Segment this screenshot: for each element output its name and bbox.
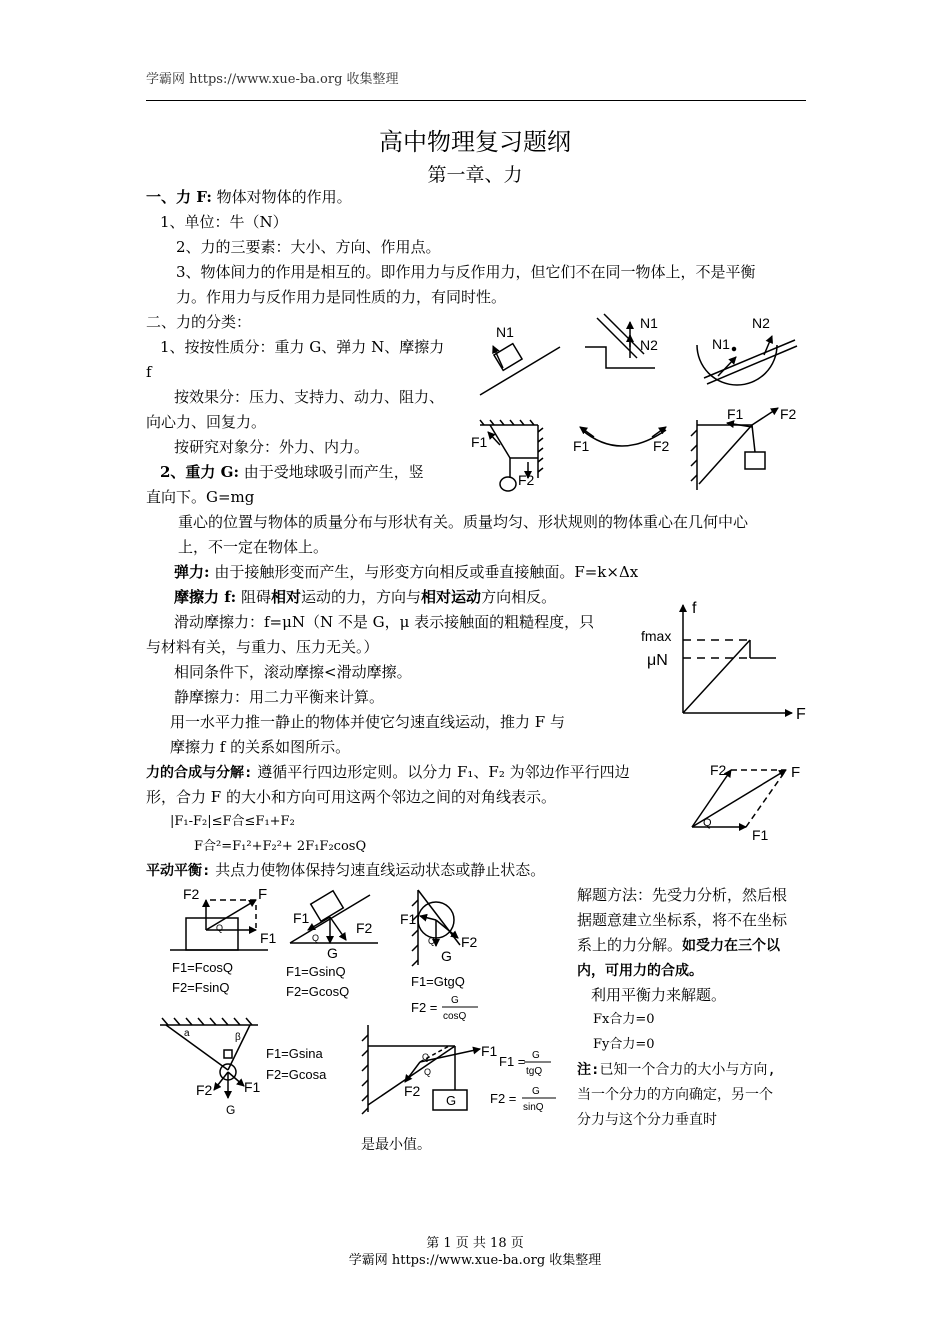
slide-2: 与材料有关，与重力、压力无关。） (146, 638, 379, 656)
fig-incline-block (480, 324, 560, 395)
eq-10: F2 = (490, 1091, 517, 1106)
fig12-b: β (235, 1032, 241, 1043)
friction-b2: 相对运动 (421, 588, 482, 606)
fig13-f2: F2 (404, 1083, 421, 1099)
fig12-f2: F2 (196, 1082, 213, 1098)
fig10-f2: F2 (356, 920, 373, 936)
composition-f1: |F₁-F₂|≤F合≤F₁+F₂ (170, 814, 295, 829)
friction-t2: 运动的力，方向与 (301, 588, 422, 606)
rolling: 相同条件下，滚动摩擦<滑动摩擦。 (174, 663, 412, 681)
fig8-F: F (791, 764, 801, 781)
push-2: 摩擦力 f 的关系如图所示。 (170, 738, 351, 756)
fig8-f2: F2 (710, 762, 727, 778)
fig-incline-components (290, 891, 378, 961)
composition-f2: F合²=F₁²+F₂²+ 2F₁F₂cosQ (194, 839, 367, 854)
fig13-q2: Q (424, 1067, 432, 1077)
page-title: 高中物理复习题纲 (379, 128, 571, 156)
chapter-title: 第一章、力 (427, 164, 523, 186)
method-5: 利用平衡力来解题。 (591, 986, 727, 1004)
method-3a: 系上的力分解。 (577, 936, 683, 954)
fig7-fmax: fmax (641, 628, 672, 644)
s2-gravity-2: 直向下。G=mg (146, 488, 255, 506)
fig-hanging-frame (471, 420, 543, 491)
fig8-f1: F1 (752, 827, 769, 843)
fig5-f1: F1 (573, 438, 590, 454)
s1-mutual-2: 力。作用力与反作用力是同性质的力，有同时性。 (176, 288, 507, 306)
note-text1: 已知一个合力的大小与方向, (599, 1062, 776, 1078)
fig13-g: G (446, 1093, 457, 1108)
fig12-f1: F1 (244, 1079, 261, 1095)
friction-t1: 阻碍 (241, 588, 272, 606)
equilibrium-label: 平动平衡: (146, 863, 211, 879)
fy-zero: Fy合力=0 (593, 1037, 655, 1052)
s2-c2b: 向心力、回复力。 (146, 413, 267, 431)
page-number: 第 1 页 共 18 页 (426, 1236, 524, 1251)
fig2-n2: N2 (640, 337, 658, 353)
eq-6d: cosQ (443, 1011, 467, 1022)
method-1: 解题方法：先受力分析，然后根 (577, 886, 788, 904)
eq-5: F1=GtgQ (411, 974, 465, 989)
friction-b1: 相对 (271, 588, 302, 606)
fig11-f2: F2 (461, 934, 478, 950)
fig3-n2: N2 (752, 315, 770, 331)
note-3: 分力与这个分力垂直时 (577, 1112, 717, 1128)
fig7-mun: μN (647, 652, 668, 669)
fig2-n1: N1 (640, 315, 658, 331)
static: 静摩擦力：用二力平衡来计算。 (174, 688, 385, 706)
fig13-f1: F1 (481, 1043, 498, 1059)
cog-2: 上，不一定在物体上。 (178, 538, 329, 556)
eq-9n: G (532, 1050, 540, 1061)
elastic-label: 弹力: (174, 563, 210, 581)
method-4b: 内，可用力的合成。 (577, 963, 703, 979)
fig-friction-graph (641, 600, 806, 723)
fig-ball-wall (400, 890, 478, 966)
fig13-q1: Q (422, 1052, 430, 1062)
s1-unit: 1、单位：牛（N） (160, 213, 288, 231)
cog-1: 重心的位置与物体的质量分布与形状有关。质量均匀、形状规则的物体重心在几何中心 (178, 513, 749, 531)
slide-1: 滑动摩擦力：f=μN（N 不是 G，μ 表示接触面的粗糙程度，只 (174, 613, 595, 631)
fig10-q: Q (312, 933, 320, 943)
fig4-f1: F1 (471, 434, 488, 450)
elastic-text: 由于接触形变而产生，与形变方向相反或垂直接触面。F=k×Δx (214, 563, 639, 581)
s1-text: 物体对物体的作用。 (216, 188, 352, 206)
fig11-g: G (441, 948, 452, 964)
note-4: 是最小值。 (361, 1137, 431, 1153)
method-2: 据题意建立坐标系，将不在坐标 (577, 911, 788, 929)
fig3-n1: N1 (712, 336, 730, 352)
fig9-f1: F1 (260, 930, 277, 946)
fig12-g: G (226, 1103, 236, 1117)
fig5-f2: F2 (653, 438, 670, 454)
s2-c2a: 按效果分：压力、支持力、动力、阻力、 (174, 388, 445, 406)
eq-3: F1=GsinQ (286, 964, 346, 979)
fig10-g: G (327, 945, 338, 961)
fig4-f2: F2 (518, 472, 535, 488)
fig-rope (573, 427, 670, 454)
fig-box-pulled (170, 886, 277, 950)
composition-text2: 形，合力 F 的大小和方向可用这两个邻边之间的对角线表示。 (146, 788, 556, 806)
push-1: 用一水平力推一静止的物体并使它匀速直线运动，推力 F 与 (170, 713, 565, 731)
fig7-f: f (692, 600, 697, 617)
eq-9: F1 = (499, 1054, 526, 1069)
equilibrium-text: 共点力使物体保持匀速直线运动状态或静止状态。 (215, 861, 546, 879)
fig11-f1: F1 (400, 911, 417, 927)
fig9-q: Q (216, 923, 224, 933)
fig11-q: Q (428, 936, 436, 946)
fig-rod-corner (585, 314, 658, 368)
note-2: 当一个分力的方向确定，另一个 (577, 1087, 773, 1103)
page-footer: 学霸网 https://www.xue-ba.org 收集整理 (348, 1253, 602, 1268)
fig6-f2: F2 (780, 406, 797, 422)
note-label: 注: (577, 1062, 600, 1078)
page-header: 学霸网 https://www.xue-ba.org 收集整理 (146, 72, 399, 87)
eq-10d: sinQ (523, 1102, 544, 1113)
s1-three: 2、力的三要素：大小、方向、作用点。 (176, 238, 441, 256)
gravity-label: 2、重力 G: (160, 463, 240, 481)
friction-label: 摩擦力 f: (174, 588, 237, 606)
gravity-text: 由于受地球吸引而产生，竖 (243, 463, 424, 481)
fig9-F: F (258, 886, 268, 903)
eq-2: F2=FsinQ (172, 980, 230, 995)
eq-7: F1=Gsina (266, 1046, 323, 1061)
composition-label: 力的合成与分解: (146, 765, 253, 781)
eq-1: F1=FcosQ (172, 960, 234, 975)
fig12-a: a (184, 1028, 190, 1039)
method-3b: 如受力在三个以 (682, 938, 781, 954)
fig-rod-bowl (697, 315, 797, 385)
fig9-f2: F2 (183, 886, 200, 902)
eq-6n: G (451, 995, 459, 1006)
s2-c3: 按研究对象分：外力、内力。 (174, 438, 370, 456)
fig6-f1: F1 (727, 406, 744, 422)
fig8-q: Q (703, 817, 712, 829)
fig7-F: F (796, 706, 806, 723)
eq-8: F2=Gcosa (266, 1067, 327, 1082)
s2-c1a: 1、按按性质分：重力 G、弹力 N、摩擦力 (160, 338, 445, 356)
fig10-f1: F1 (293, 910, 310, 926)
eq-10n: G (532, 1086, 540, 1097)
s1-label: 一、力 F: (146, 188, 212, 206)
friction-t3: 方向相反。 (481, 588, 557, 606)
fig-bracket-large (362, 1025, 498, 1114)
composition-text1: 遵循平行四边形定则。以分力 F₁、F₂ 为邻边作平行四边 (257, 763, 630, 781)
s2-label: 二、力的分类： (146, 313, 252, 331)
fx-zero: Fx合力=0 (593, 1012, 655, 1027)
s1-mutual-1: 3、物体间力的作用是相互的。即作用力与反作用力，但它们不在同一物体上，不是平衡 (176, 263, 756, 281)
fig-bracket (691, 406, 797, 490)
eq-4: F2=GcosQ (286, 984, 350, 999)
fig-parallelogram (692, 762, 800, 843)
eq-6: F2 = (411, 1000, 438, 1015)
fig-ball-rope (160, 1018, 261, 1117)
fig1-n1: N1 (496, 324, 514, 340)
eq-9d: tgQ (526, 1066, 543, 1077)
s2-c1b: f (146, 363, 152, 381)
